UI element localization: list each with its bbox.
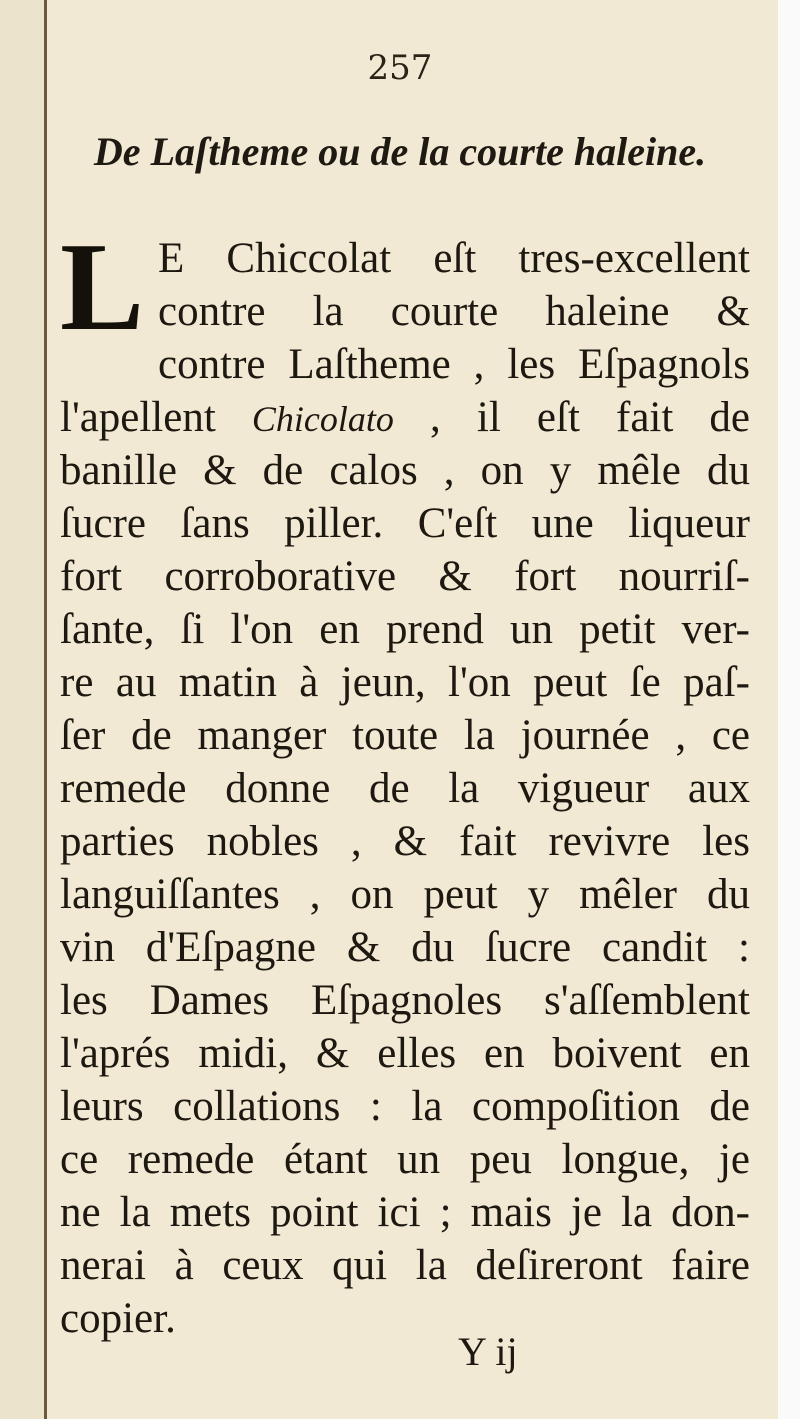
text-line: ſante, ſi l'on en prend un petit ver- (60, 606, 750, 653)
text-fragment: , il eſt fait de (430, 394, 751, 441)
text-line: ſucre ſans piller. C'eſt une liqueur (60, 500, 750, 547)
drop-cap: L (60, 218, 145, 357)
page-edge (778, 0, 800, 1419)
text-line: languiſſantes , on peut y mêler du (60, 871, 750, 918)
text-line: vin d'Eſpagne & du ſucre candit : (60, 924, 750, 971)
text-line: remede donne de la vigueur aux (60, 765, 750, 812)
text-line: re au matin à jeun, l'on peut ſe paſ- (60, 659, 750, 706)
body-text (60, 218, 751, 1345)
text-line: contre Laſtheme , les Eſpagnols (158, 341, 750, 388)
text-line: leurs collations : la compoſition de (60, 1083, 750, 1130)
text-line (60, 391, 750, 444)
text-line: E Chiccolat eſt tres-excellent (158, 235, 750, 282)
text-line: contre la courte haleine & (158, 288, 750, 335)
text-fragment: l'apellent (60, 394, 216, 441)
text-line: ce remede étant un peu longue, je (60, 1136, 750, 1183)
page-number: 257 (367, 48, 433, 88)
book-gutter (0, 0, 47, 1419)
text-line: ſer de manger toute la journée , ce (60, 712, 750, 759)
text-line: fort corroborative & fort nourriſ- (60, 553, 750, 600)
italic-word: Chicolato (251, 399, 394, 439)
text-line: banille & de calos , on y mêle du (60, 447, 750, 494)
text-line: copier. (60, 1295, 176, 1342)
chapter-heading: De Laſtheme ou de la courte haleine. (93, 129, 707, 174)
text-line: nerai à ceux qui la deſireront faire (60, 1242, 750, 1289)
text-line: les Dames Eſpagnoles s'aſſemblent (60, 977, 750, 1024)
text-line: l'aprés midi, & elles en boivent en (60, 1030, 750, 1077)
text-line: parties nobles , & fait revivre les (60, 818, 750, 865)
text-line: ne la mets point ici ; mais je la don- (60, 1189, 750, 1236)
signature-mark: Y ij (458, 1329, 518, 1374)
